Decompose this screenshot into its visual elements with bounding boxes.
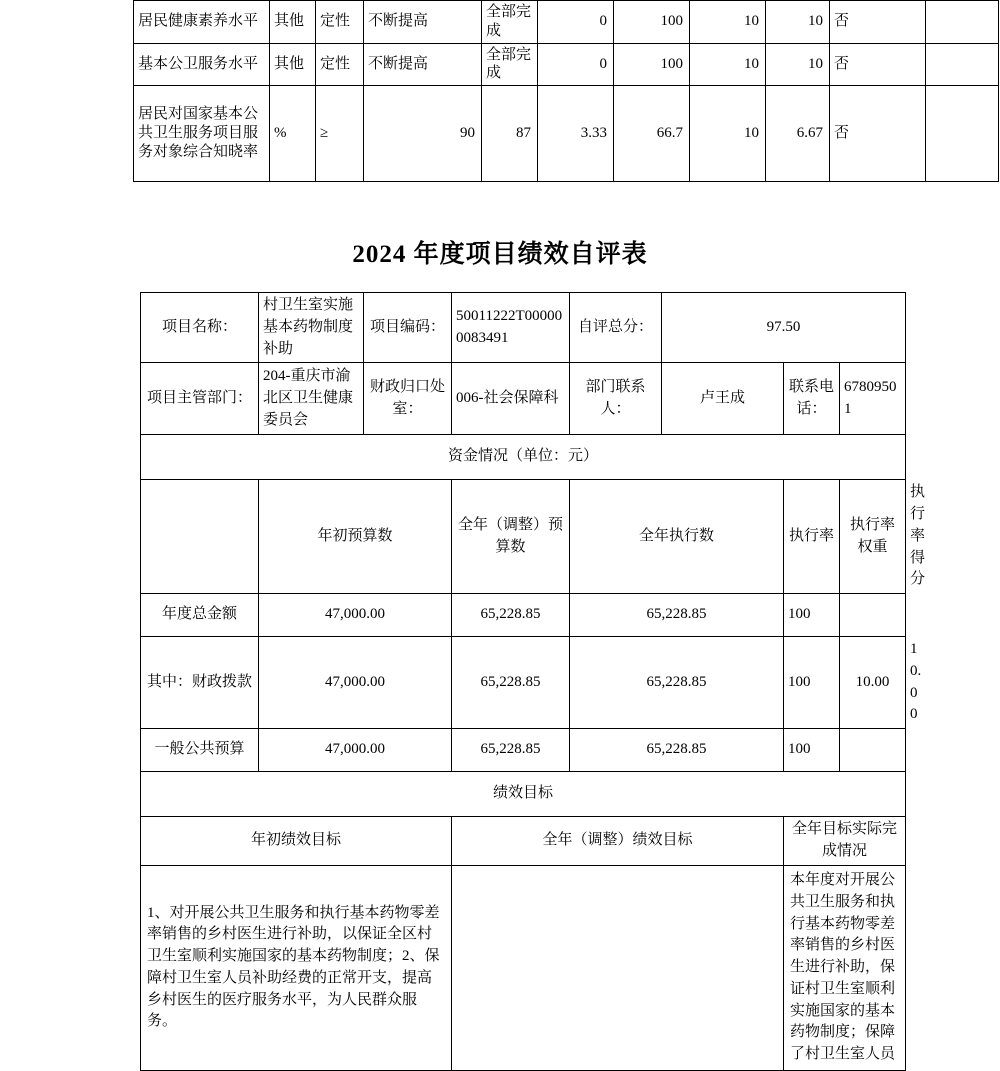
project-code-value: 50011222T000000083491: [452, 293, 570, 363]
funds-header-adjusted-budget: 全年（调整）预算数: [452, 480, 570, 594]
goal-begin-text: 1、对开展公共卫生服务和执行基本药物零差率销售的乡村医生进行补助，以保证全区村卫生室顺利实施国家的基本药物制度；2、保障村卫生室人员补助经费的正常开支，提高乡村医生的医疗服务水平，为人民群众服务。: [141, 866, 452, 1071]
table-row: [134, 43, 999, 86]
self-score-value: 97.50: [662, 293, 906, 363]
funds-begin-budget: 47,000.00: [259, 729, 452, 772]
table-row: [141, 363, 906, 435]
funds-header-exec-weight: 执行率权重: [840, 480, 906, 594]
funds-adjusted-budget: 65,228.85: [452, 594, 570, 637]
indicator-score-rate: 100: [614, 1, 690, 44]
project-code-label: 项目编码：: [364, 293, 452, 363]
table-row: [141, 293, 906, 363]
indicator-remark: [926, 86, 999, 182]
table-row: 年初预算数 全年（调整）预算数 全年执行数 执行率 执行率权重 执行率得分: [141, 480, 906, 594]
table-row: [141, 729, 906, 772]
indicator-type: 定性: [316, 1, 364, 44]
funds-exec-weight: [840, 594, 906, 637]
table-row: [141, 866, 906, 1071]
goal-header-adjusted: 全年（调整）绩效目标: [452, 817, 784, 866]
indicator-remark: [926, 43, 999, 86]
indicator-unit: %: [270, 86, 316, 182]
goal-adjusted-text: [452, 866, 784, 1071]
indicator-weight: 10: [690, 43, 766, 86]
indicator-name: 基本公卫服务水平: [134, 43, 270, 86]
contact-label: 部门联系人：: [570, 363, 662, 435]
funds-exec-rate: 100: [784, 729, 840, 772]
finance-office-value: 006-社会保障科: [452, 363, 570, 435]
table-row: [141, 772, 906, 817]
goal-actual-text: 本年度对开展公共卫生服务和执行基本药物零差率销售的乡村医生进行补助，保证村卫生室顺利实施国家的基本药物制度；保障了村卫生室人员: [784, 866, 906, 1071]
indicator-flag: 否: [830, 43, 926, 86]
table-row: [134, 1, 999, 44]
indicator-weight: 10: [690, 1, 766, 44]
indicator-score-rate: 100: [614, 43, 690, 86]
project-name-value: 村卫生室实施基本药物制度补助: [259, 293, 364, 363]
indicator-unit: 其他: [270, 1, 316, 44]
funds-row-label: 其中：财政拨款: [141, 637, 259, 729]
self-score-label: 自评总分：: [570, 293, 662, 363]
self-assessment-table: [140, 292, 926, 1071]
dept-label: 项目主管部门：: [141, 363, 259, 435]
indicator-score-rate: 66.7: [614, 86, 690, 182]
indicator-actual: 全部完成: [482, 1, 538, 44]
dept-value: 204-重庆市渝北区卫生健康委员会: [259, 363, 364, 435]
contact-value: 卢王成: [662, 363, 784, 435]
funds-section-title: 资金情况（单位：元）: [141, 435, 906, 480]
indicator-name: 居民对国家基本公共卫生服务项目服务对象综合知晓率: [134, 86, 270, 182]
indicator-deviation: 0: [538, 43, 614, 86]
indicator-type: ≥: [316, 86, 364, 182]
table-row: [141, 594, 906, 637]
funds-executed: 65,228.85: [570, 729, 784, 772]
indicator-deviation: 0: [538, 1, 614, 44]
funds-begin-budget: 47,000.00: [259, 637, 452, 729]
funds-exec-rate: 100: [784, 594, 840, 637]
indicator-table: [133, 0, 999, 182]
self-assessment-table-container: [0, 292, 1000, 1071]
funds-executed: 65,228.85: [570, 637, 784, 729]
finance-office-label: 财政归口处室：: [364, 363, 452, 435]
indicator-flag: 否: [830, 1, 926, 44]
indicator-flag: 否: [830, 86, 926, 182]
funds-row-label: 年度总金额: [141, 594, 259, 637]
funds-header-blank: [141, 480, 259, 594]
indicator-table-container: [0, 0, 1000, 182]
table-row: 其中：财政拨款 47,000.00 65,228.85 65,228.85 100 10.00 10.00: [141, 637, 906, 729]
table-row: [141, 817, 906, 866]
table-row: [134, 86, 999, 182]
funds-exec-rate: 100: [784, 637, 840, 729]
indicator-score: 10: [766, 1, 830, 44]
indicator-name: 居民健康素养水平: [134, 1, 270, 44]
phone-label: 联系电话：: [784, 363, 840, 435]
indicator-unit: 其他: [270, 43, 316, 86]
phone-value: 67809501: [840, 363, 906, 435]
indicator-actual: 全部完成: [482, 43, 538, 86]
indicator-target: 不断提高: [364, 43, 482, 86]
funds-header-executed: 全年执行数: [570, 480, 784, 594]
project-name-label: 项目名称：: [141, 293, 259, 363]
indicator-score: 6.67: [766, 86, 830, 182]
goal-header-begin: 年初绩效目标: [141, 817, 452, 866]
funds-adjusted-budget: 65,228.85: [452, 729, 570, 772]
indicator-target: 不断提高: [364, 1, 482, 44]
funds-row-label: 一般公共预算: [141, 729, 259, 772]
page-title: 2024 年度项目绩效自评表: [352, 241, 648, 268]
funds-exec-weight: [840, 729, 906, 772]
indicator-remark: [926, 1, 999, 44]
indicator-type: 定性: [316, 43, 364, 86]
indicator-score: 10: [766, 43, 830, 86]
goal-header-actual: 全年目标实际完成情况: [784, 817, 906, 866]
indicator-deviation: 3.33: [538, 86, 614, 182]
funds-exec-weight: 10.00: [840, 637, 906, 729]
indicator-weight: 10: [690, 86, 766, 182]
funds-adjusted-budget: 65,228.85: [452, 637, 570, 729]
funds-header-begin-budget: 年初预算数: [259, 480, 452, 594]
funds-executed: 65,228.85: [570, 594, 784, 637]
indicator-actual: 87: [482, 86, 538, 182]
funds-begin-budget: 47,000.00: [259, 594, 452, 637]
indicator-target: 90: [364, 86, 482, 182]
funds-header-exec-rate: 执行率: [784, 480, 840, 594]
table-row: [141, 435, 906, 480]
goal-section-title: 绩效目标: [141, 772, 906, 817]
